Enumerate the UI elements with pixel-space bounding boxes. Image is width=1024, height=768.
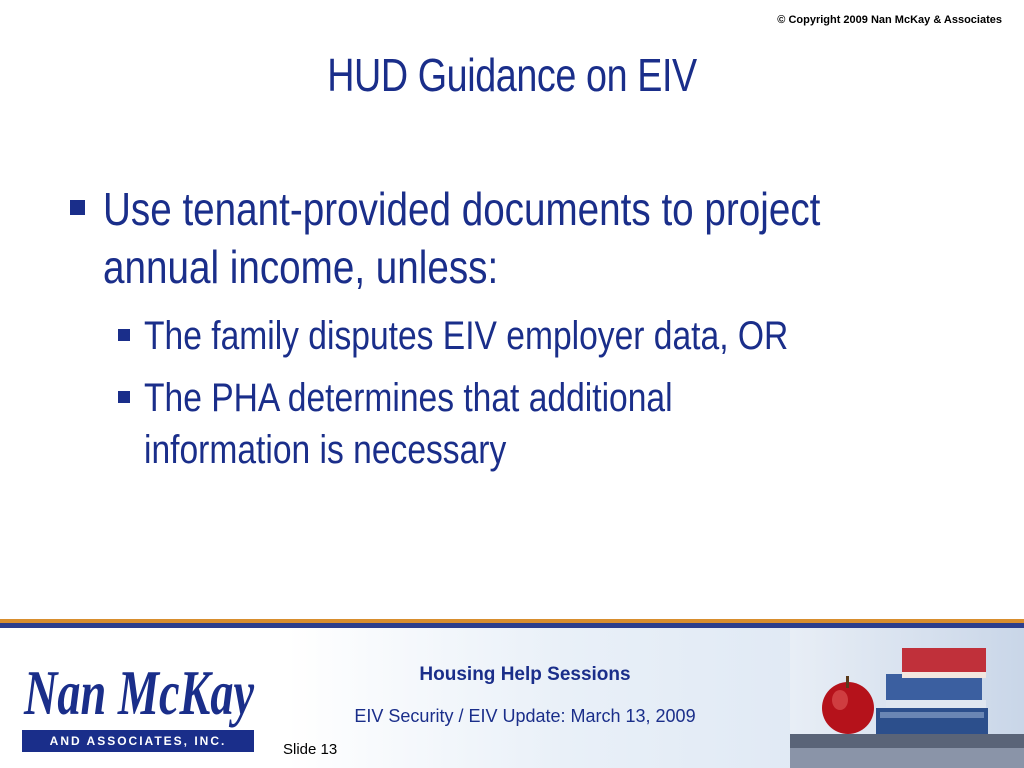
- bullet-level1: [60, 180, 960, 296]
- logo-main-text: Nan McKay: [23, 657, 255, 728]
- copyright-notice: © Copyright 2009 Nan McKay & Associates: [777, 14, 1002, 26]
- footer-title: Housing Help Sessions: [419, 664, 631, 685]
- square-bullet-icon: [118, 329, 130, 341]
- books-apple-icon: [790, 628, 1024, 768]
- sub-bullet-text: The family disputes EIV employer data, OR: [144, 314, 789, 358]
- slide-body: [60, 180, 960, 476]
- slide-title: HUD Guidance on EIV: [327, 49, 697, 101]
- bullet-text: Use tenant-provided documents to project annual income, unless:: [103, 183, 821, 293]
- footer-subtitle: EIV Security / EIV Update: March 13, 2009: [354, 706, 696, 726]
- slide-number: Slide 13: [283, 741, 338, 758]
- square-bullet-icon: [118, 391, 130, 403]
- logo-wordmark-icon: [22, 648, 262, 728]
- bullet-level2: [118, 372, 960, 476]
- footer: [0, 628, 1024, 768]
- square-bullet-icon: [70, 200, 85, 215]
- nan-mckay-logo: [22, 648, 262, 758]
- bullet-level2: [118, 310, 960, 362]
- sub-bullet-text: The PHA determines that additional information is necessary: [144, 376, 673, 472]
- logo-subtitle: AND ASSOCIATES, INC.: [22, 730, 254, 752]
